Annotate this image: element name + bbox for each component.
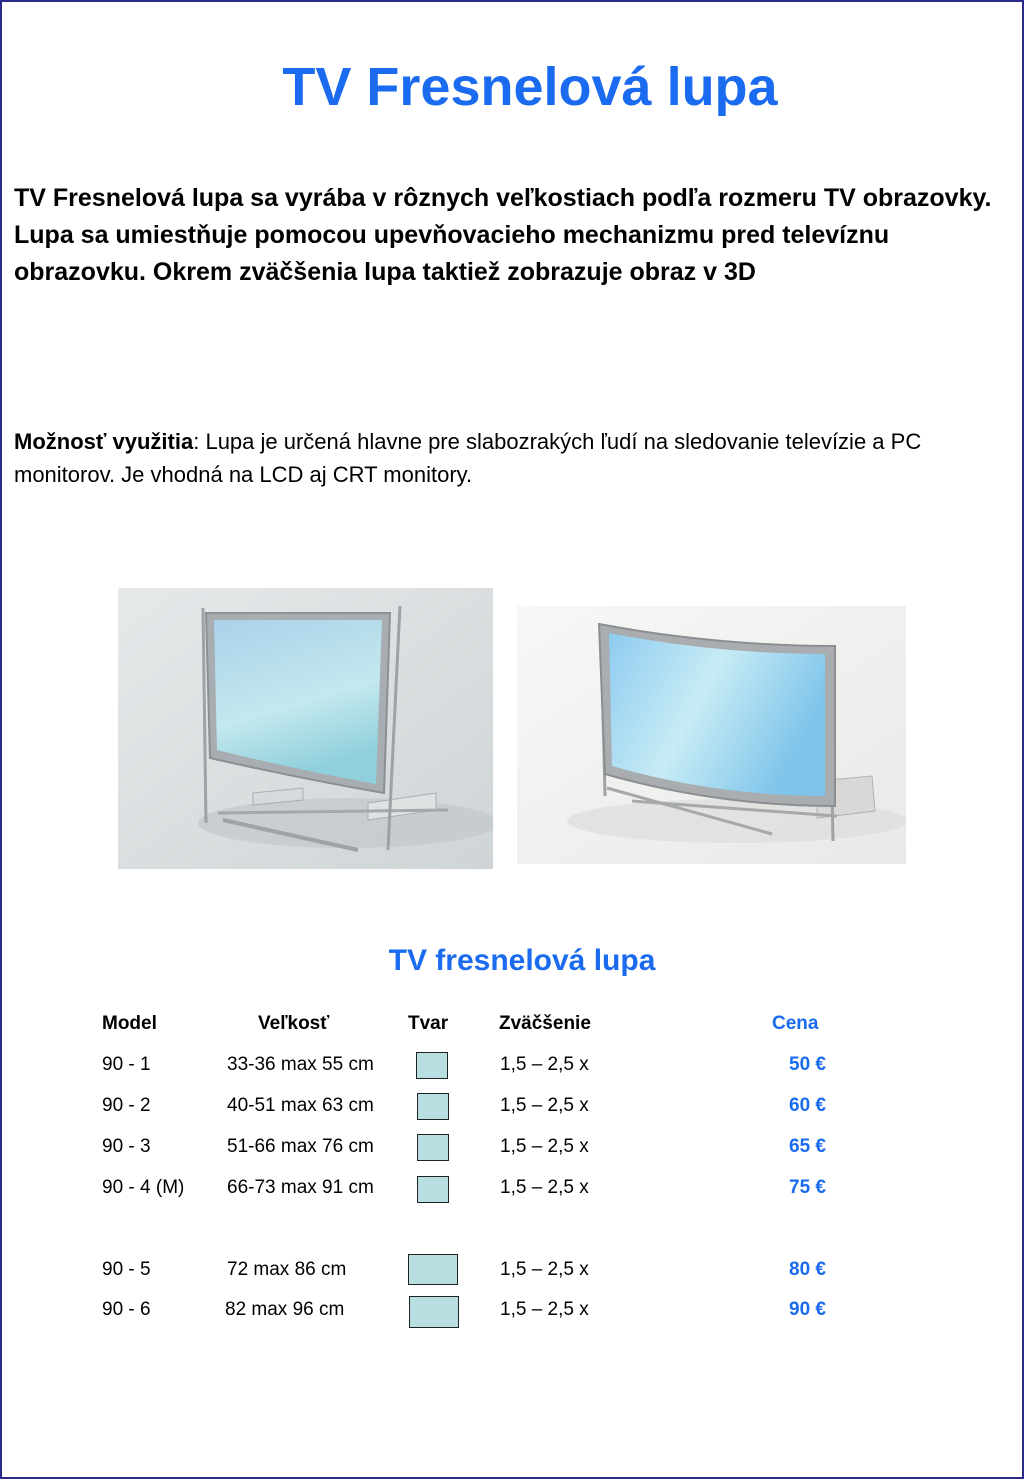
row-zoom: 1,5 – 2,5 x bbox=[500, 1054, 589, 1075]
usage-paragraph bbox=[14, 425, 1014, 491]
row-size: 51-66 max 76 cm bbox=[227, 1136, 374, 1157]
row-size: 72 max 86 cm bbox=[227, 1259, 347, 1280]
usage-text: : Lupa je určená hlavne pre slabozrakých ľudí na sledovanie televízie a PC monitorov. Je vhodná na LCD aj CRT monitory. bbox=[14, 429, 922, 487]
shape-4-3-icon bbox=[417, 1093, 449, 1120]
row-size: 82 max 96 cm bbox=[225, 1299, 345, 1320]
row-model: 90 - 6 bbox=[102, 1299, 151, 1320]
row-model: 90 - 3 bbox=[102, 1136, 151, 1157]
header-shape: Tvar bbox=[408, 1013, 449, 1034]
shape-16-9-icon bbox=[408, 1254, 458, 1285]
fresnel-lens-flat-photo bbox=[118, 588, 493, 869]
intro-paragraph: TV Fresnelová lupa sa vyrába v rôznych veľkostiach podľa rozmeru TV obrazovky. Lupa sa umiestňuje pomocou upevňovacieho mechanizmu pred televíznu obrazovku. Okrem zväčšenia lupa taktiež zobrazuje obraz v 3D bbox=[14, 184, 992, 286]
header-size: Veľkosť bbox=[258, 1013, 330, 1034]
row-model: 90 - 4 (M) bbox=[102, 1177, 185, 1198]
shape-4-3-icon bbox=[417, 1134, 449, 1161]
table-title: TV fresnelová lupa bbox=[388, 944, 656, 977]
row-model: 90 - 1 bbox=[102, 1054, 151, 1075]
row-price: 75 € bbox=[789, 1177, 826, 1198]
fresnel-lens-flat-icon bbox=[118, 588, 493, 869]
row-price: 60 € bbox=[789, 1095, 826, 1116]
row-price: 65 € bbox=[789, 1136, 826, 1157]
shape-16-9-icon bbox=[409, 1296, 459, 1328]
row-zoom: 1,5 – 2,5 x bbox=[500, 1095, 589, 1116]
row-zoom: 1,5 – 2,5 x bbox=[500, 1136, 589, 1157]
header-model: Model bbox=[102, 1013, 157, 1034]
row-price: 80 € bbox=[789, 1259, 826, 1280]
page-title: TV Fresnelová lupa bbox=[282, 57, 778, 117]
fresnel-lens-curved-icon bbox=[517, 606, 906, 864]
row-model: 90 - 2 bbox=[102, 1095, 151, 1116]
header-zoom: Zväčšenie bbox=[499, 1013, 591, 1034]
shape-4-3-icon bbox=[416, 1052, 448, 1079]
row-model: 90 - 5 bbox=[102, 1259, 151, 1280]
row-price: 90 € bbox=[789, 1299, 826, 1320]
row-size: 40-51 max 63 cm bbox=[227, 1095, 374, 1116]
row-zoom: 1,5 – 2,5 x bbox=[500, 1299, 589, 1320]
row-size: 66-73 max 91 cm bbox=[227, 1177, 374, 1198]
usage-label: Možnosť využitia bbox=[14, 429, 194, 454]
shape-4-3-icon bbox=[417, 1176, 449, 1203]
row-zoom: 1,5 – 2,5 x bbox=[500, 1177, 589, 1198]
header-price: Cena bbox=[772, 1013, 819, 1034]
row-price: 50 € bbox=[789, 1054, 826, 1075]
row-zoom: 1,5 – 2,5 x bbox=[500, 1259, 589, 1280]
row-size: 33-36 max 55 cm bbox=[227, 1054, 374, 1075]
fresnel-lens-curved-photo bbox=[517, 606, 906, 864]
